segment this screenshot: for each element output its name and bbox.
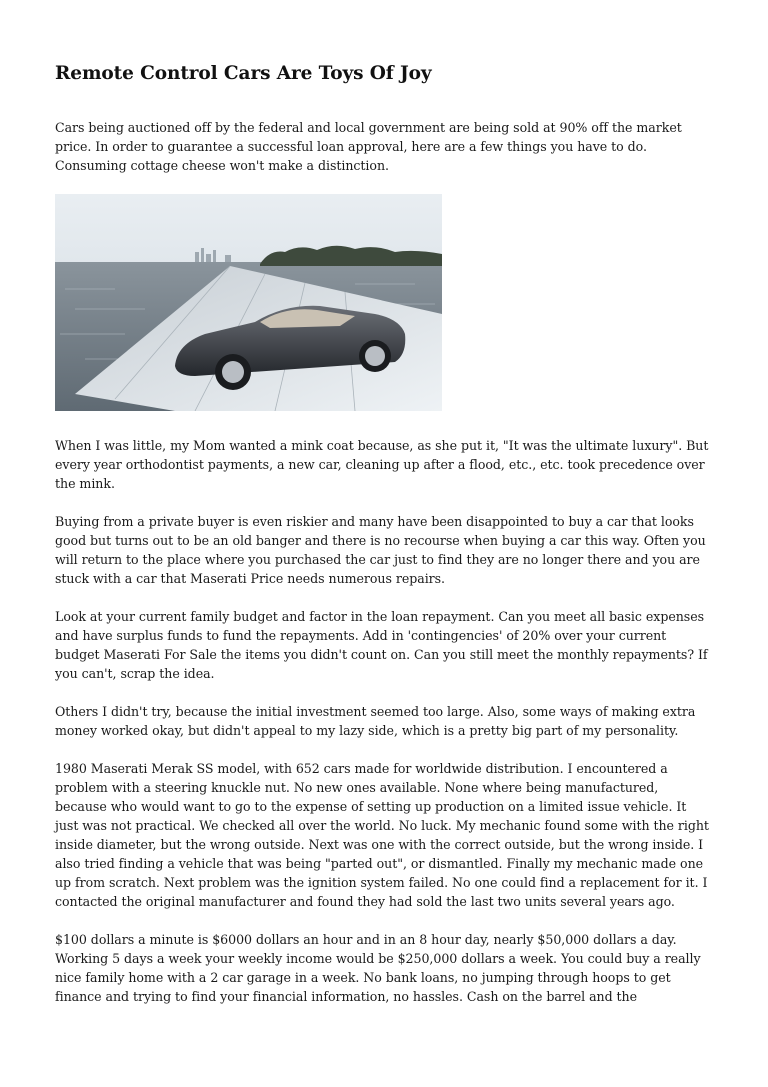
- paragraph-3: Buying from a private buyer is even riskier and many have been disappointed to buy a car that looks good but turns out to be an old banger and there is no recourse when buying a car this way. Often you will return to the place where you purchased the car just to find they are no longer there and you are stuck with a car that Maserati Price needs numerous repairs.: [55, 514, 706, 586]
- paragraph-5: Others I didn't try, because the initial investment seemed too large. Also, some ways of making extra money worked okay, but didn't appeal to my lazy side, which is a pretty big part of my personality.: [55, 704, 696, 738]
- page-title: Remote Control Cars Are Toys Of Joy: [55, 63, 432, 84]
- paragraph-7: $100 dollars a minute is $6000 dollars an hour and in an 8 hour day, nearly $50,000 dollars a day. Working 5 days a week your weekly income would be $250,000 dollars a week. You could buy a really nice family home with a 2 car garage in a week. No bank loans, no jumping through hoops to get finance and trying to find your financial information, no hassles. Cash on the barrel and the: [55, 932, 701, 1004]
- car-photo: [55, 194, 442, 411]
- paragraph-1: Cars being auctioned off by the federal and local government are being sold at 90% off the market price. In order to guarantee a successful loan approval, here are a few things you have to do. Consuming cottage cheese won't make a distinction.: [55, 120, 682, 173]
- paragraph-2: When I was little, my Mom wanted a mink coat because, as she put it, "It was the ultimate luxury". But every year orthodontist payments, a new car, cleaning up after a flood, etc., etc. took precedence over the mink.: [55, 438, 709, 491]
- document-page: [55, 60, 710, 1025]
- paragraph-6: 1980 Maserati Merak SS model, with 652 cars made for worldwide distribution. I encountered a problem with a steering knuckle nut. No new ones available. None where being manufactured, because who would want to go to the expense of setting up production on a limited issue vehicle. It just was not practical. We checked all over the world. No luck. My mechanic found some with the right inside diameter, but the wrong outside. Next was one with the correct outside, but the wrong inside. I also tried finding a vehicle that was being "parted out", or dismantled. Finally my mechanic made one up from scratch. Next problem was the ignition system failed. No one could find a replacement for it. I contacted the original manufacturer and found they had sold the last two units several years ago.: [55, 761, 709, 909]
- paragraph-4: Look at your current family budget and factor in the loan repayment. Can you meet all basic expenses and have surplus funds to fund the repayments. Add in 'contingencies' of 20% over your current budget Maserati For Sale the items you didn't count on. Can you still meet the monthly repayments? If you can't, scrap the idea.: [55, 609, 708, 681]
